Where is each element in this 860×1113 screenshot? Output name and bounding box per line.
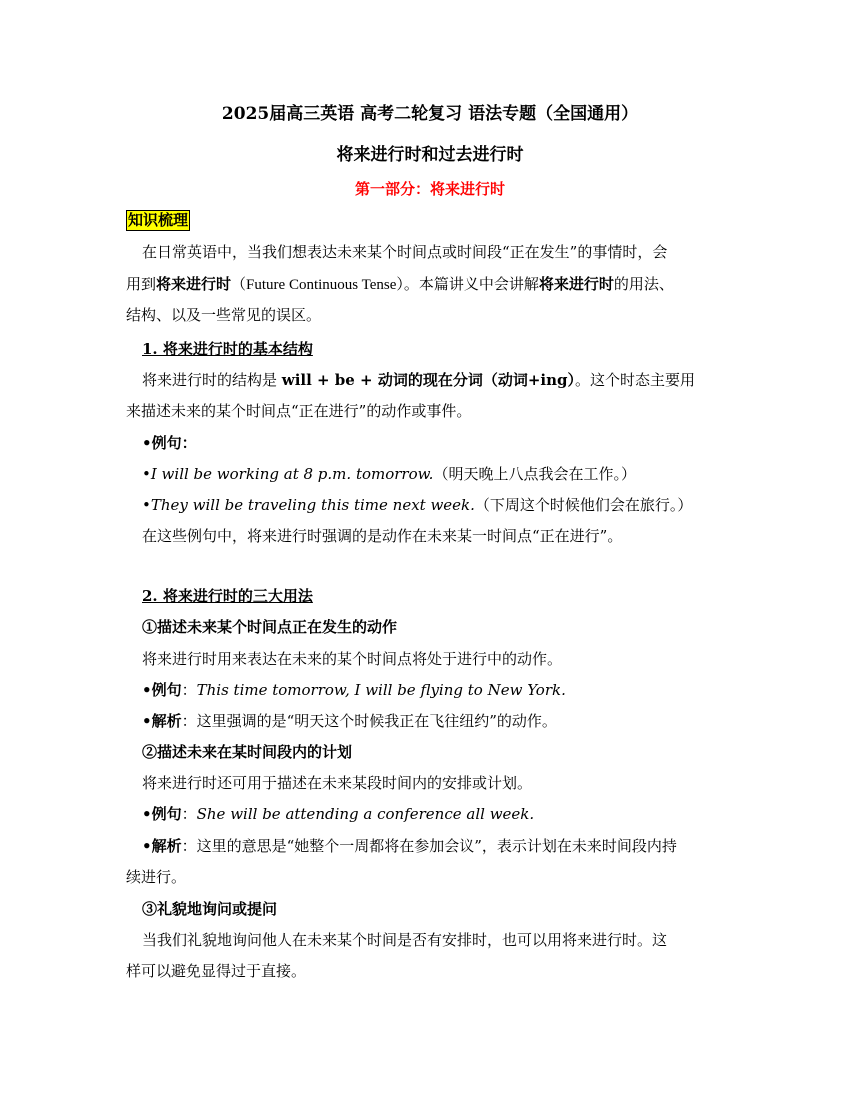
intro-text: 用到 <box>126 275 157 293</box>
intro-term: 将来进行时 <box>156 275 232 293</box>
structure-text: 。这个时态主要用 <box>575 371 696 389</box>
example-sentence <box>126 494 752 516</box>
usage-description: 将来进行时还可用于描述在未来某段时间内的安排或计划。 <box>142 774 533 792</box>
intro-text: （Future Continuous Tense）。本篇讲义中会讲解 <box>231 277 539 293</box>
usage-title: ②描述未来在某时间段内的计划 <box>142 743 353 761</box>
example-label: •例句 <box>142 805 182 823</box>
analysis-label: •解析 <box>142 837 182 855</box>
example-english: She will be attending a conference all week. <box>196 805 535 823</box>
analysis-text: ：这里的意思是“她整个一周都将在参加会议”，表示计划在未来时间段内持 <box>181 837 677 855</box>
usage-title: ①描述未来某个时间点正在发生的动作 <box>142 618 398 636</box>
intro-text: 的用法、 <box>613 275 674 293</box>
document-title: 2025届高三英语 高考二轮复习 语法专题（全国通用） <box>221 104 639 124</box>
example-label: •例句 <box>142 681 182 699</box>
usage-example <box>126 679 752 701</box>
intro-line-2 <box>126 273 736 296</box>
structure-formula: will + be + 动词的现在分词（动词+ing） <box>281 371 576 389</box>
usage-analysis <box>126 710 752 732</box>
intro-line-1: 在日常英语中，当我们想表达未来某个时间点或时间段“正在发生”的事情时，会 <box>142 243 668 261</box>
bullet: • <box>142 496 151 514</box>
usage-analysis <box>126 835 752 857</box>
document-subtitle: 将来进行时和过去进行时 <box>336 145 524 165</box>
section-summary: 在这些例句中，将来进行时强调的是动作在未来某一时间点“正在进行”。 <box>142 527 623 545</box>
structure-line-2: 来描述未来的某个时间点“正在进行”的动作或事件。 <box>126 402 472 420</box>
structure-text: 将来进行时的结构是 <box>142 371 282 389</box>
usage-description: 当我们礼貌地询问他人在未来某个时间是否有安排时，也可以用将来进行时。这 <box>142 931 668 949</box>
colon: ： <box>181 681 197 699</box>
example-label: •例句： <box>142 434 197 452</box>
section-heading: 2. 将来进行时的三大用法 <box>142 587 313 605</box>
analysis-text: ：这里强调的是“明天这个时候我正在飞往纽约”的动作。 <box>181 712 557 730</box>
intro-term: 将来进行时 <box>538 275 614 293</box>
knowledge-tag: 知识梳理 <box>128 211 189 229</box>
section-heading: 1. 将来进行时的基本结构 <box>142 340 313 358</box>
analysis-label: •解析 <box>142 712 182 730</box>
part-heading: 第一部分：将来进行时 <box>354 180 505 198</box>
usage-description: 将来进行时用来表达在未来的某个时间点将处于进行中的动作。 <box>142 650 563 668</box>
example-english: I will be working at 8 p.m. tomorrow. <box>150 465 434 483</box>
usage-description-continued: 样可以避免显得过于直接。 <box>126 962 307 980</box>
example-english: They will be traveling this time next week. <box>150 496 475 514</box>
usage-example <box>126 803 752 825</box>
intro-line-3: 结构、以及一些常见的误区。 <box>126 306 322 324</box>
colon: ： <box>181 805 197 823</box>
usage-title: ③礼貌地询问或提问 <box>142 900 278 918</box>
example-english: This time tomorrow, I will be flying to New York. <box>196 681 566 699</box>
example-sentence <box>126 463 752 485</box>
bullet: • <box>142 465 151 483</box>
usage-analysis-continued: 续进行。 <box>126 868 187 886</box>
structure-line-1 <box>126 369 752 391</box>
example-translation: （下周这个时候他们会在旅行。） <box>474 496 693 514</box>
example-translation: （明天晚上八点我会在工作。） <box>433 465 636 483</box>
